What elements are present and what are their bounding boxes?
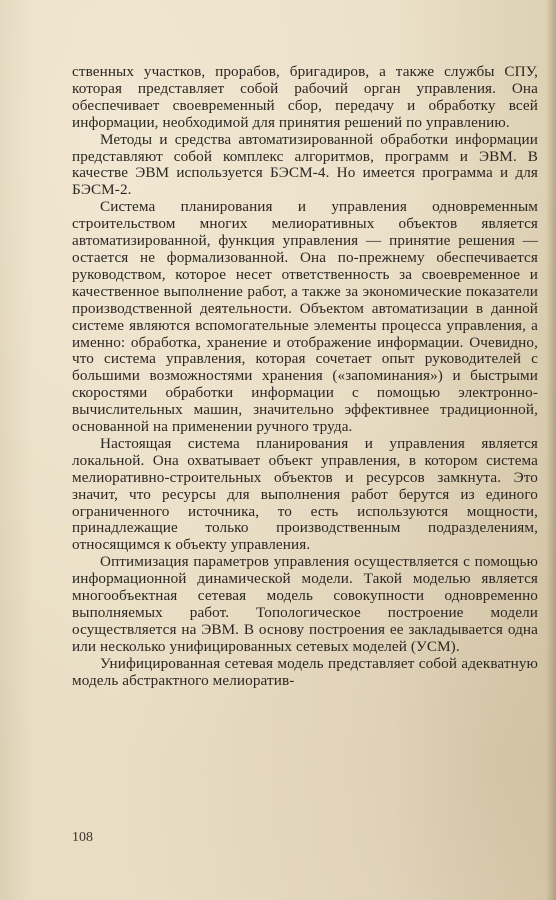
paragraph-1: ственных участков, прорабов, бригадиров, а также службы СПУ, которая представляет собой рабочий орган управления. Она обеспечивает своевременный сбор, передачу и обработку всей информации, необходимой для принятия решений по управлению.: [72, 63, 538, 131]
page-edge-shadow: [546, 0, 556, 900]
paragraph-2: Методы и средства автоматизированной обработки информации представляют собой комплекс алгоритмов, программ и ЭВМ. В качестве ЭВМ используется БЭСМ-4. Но имеется программа и для БЭСМ-2.: [72, 130, 538, 199]
paragraph-5: Оптимизация параметров управления осуществляется с помощью информационной динамической модели. Такой моделью является многообъектная сетевая модель совокупности одновременно выполняемых работ. Топологическое построение модели осуществляется на ЭВМ. В основу построения ее закладывается одна или несколько унифицированных сетевых моделей (УСМ).: [72, 553, 538, 655]
body-text: [72, 64, 538, 690]
paragraph-6: Унифицированная сетевая модель представляет собой адекватную модель абстрактного мелиоратив-: [72, 654, 538, 689]
page-number: 108: [72, 830, 93, 845]
paragraph-3: Система планирования и управления одновременным строительством многих мелиоративных объектов является автоматизированной, функция управления — принятие решения — остается не формализованной. Она по-прежнему обеспечивается руководством, которое несет ответственность за своевременное и качественное выполнение работ, а также за экономические показатели производственной деятельности. Объектом автоматизации в данной системе являются вспомогательные элементы процесса управления, а именно: обработка, хранение и отображение информации. Очевидно, что система управления, которая сочетает опыт руководителей с большими возможностями хранения («запоминания») и быстрыми скоростями обработки информации с помощью электронно-вычислительных машин, значительно эффективнее традиционной, основанной на применении ручного труда.: [72, 198, 538, 436]
paragraph-4: Настоящая система планирования и управления является локальной. Она охватывает объект управления, в котором система мелиоративно-строительных объектов и ресурсов замкнута. Это значит, что ресурсы для выполнения работ берутся из единого ограниченного источника, то есть используются мощности, принадлежащие только производственным подразделениям, относящимся к объекту управления.: [72, 434, 538, 554]
